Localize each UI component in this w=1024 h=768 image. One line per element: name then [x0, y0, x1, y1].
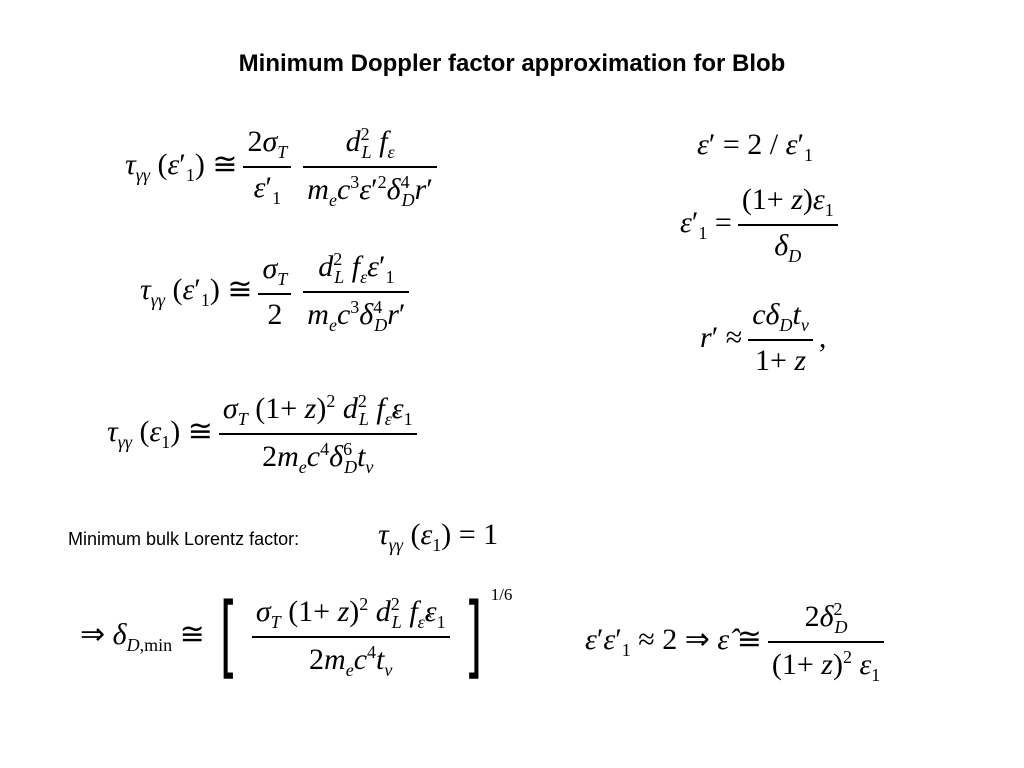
relation-1: $\varepsilon' = 2 / \varepsilon'_1$	[697, 128, 814, 165]
eq1-fraction-2: $\frac{d^2_L f_\varepsilon}{m_ec^3\varepsilon'^2\delta^4_Dr'}$	[303, 125, 437, 209]
eq2-fraction-2: $\frac{d^2_L f_\varepsilon\varepsilon'_1}{m_ec^3\delta^4_Dr'}$	[303, 250, 409, 334]
eq3-fraction: $\frac{\sigma_T (1+ z)^2 d^2_L f_{\varepsilon̂}\varepsilon_1}{2m_ec^4\delta^6_Dt_v}$	[219, 392, 417, 476]
eq5-lhs: ⇒ $\delta_{D,min}$ ≅	[80, 618, 205, 655]
relation-2: $\varepsilon'_1$ = $\frac{(1+ z)\varepsilon_1}{\delta_D}$	[680, 185, 844, 265]
relation-3: r′ ≈ $\frac{c\delta_Dt_v}{1+ z}$ ,	[700, 298, 827, 377]
eq5-fraction: $\frac{\sigma_T (1+ z)^2 d^2_L f_{\varepsilon̂}\varepsilon_1}{2m_ec^4t_v}$	[252, 595, 450, 679]
slide-title: Minimum Doppler factor approximation for Blob	[238, 50, 786, 77]
relation-2-fraction: $\frac{(1+ z)\varepsilon_1}{\delta_D}$	[738, 185, 838, 265]
equation-2	[140, 250, 415, 334]
relation-3-fraction: $\frac{c\delta_Dt_v}{1+ z}$	[748, 300, 813, 376]
equation-5: ⇒ $\delta_{D,min}$ ≅ [ $\frac{\sigma_T (1+ z)^2 d^2_L f_{\varepsilon̂}\varepsilon_1}{2m_ec^4t_v}$ ] 1/6	[80, 584, 513, 689]
equation-6	[585, 600, 890, 684]
eq1-fraction-1: $\frac{2\sigma_T}{\varepsilon'_1}$	[243, 127, 291, 207]
minimum-lorentz-label: Minimum bulk Lorentz factor:	[68, 529, 300, 549]
eq6-lhs: $\varepsilon'\varepsilon'_1 \approx 2$ ⇒ ε̂ ≅	[585, 622, 762, 660]
equation-4: $\tau_{\gamma\gamma}$ $(\varepsilon_1) = 1$	[378, 518, 499, 555]
equation-1	[125, 125, 443, 209]
eq3-lhs: $\tau_{\gamma\gamma}$ $(\varepsilon_1)$ ≅	[107, 414, 213, 452]
eq1-lhs: $\tau_{\gamma\gamma}$ $(\varepsilon'_1)$ ≅	[125, 147, 238, 185]
relation-3-comma: ,	[818, 320, 827, 354]
eq6-fraction: $\frac{2\delta^2_D}{(1+ z)^2 \varepsilon_1}$	[768, 600, 884, 684]
eq5-power: 1/6	[490, 585, 513, 604]
eq2-fraction-1: $\frac{\sigma_T}{2}$	[258, 254, 291, 330]
equation-3	[107, 392, 423, 476]
eq2-lhs: $\tau_{\gamma\gamma}$ $(\varepsilon'_1)$ ≅	[140, 272, 253, 310]
